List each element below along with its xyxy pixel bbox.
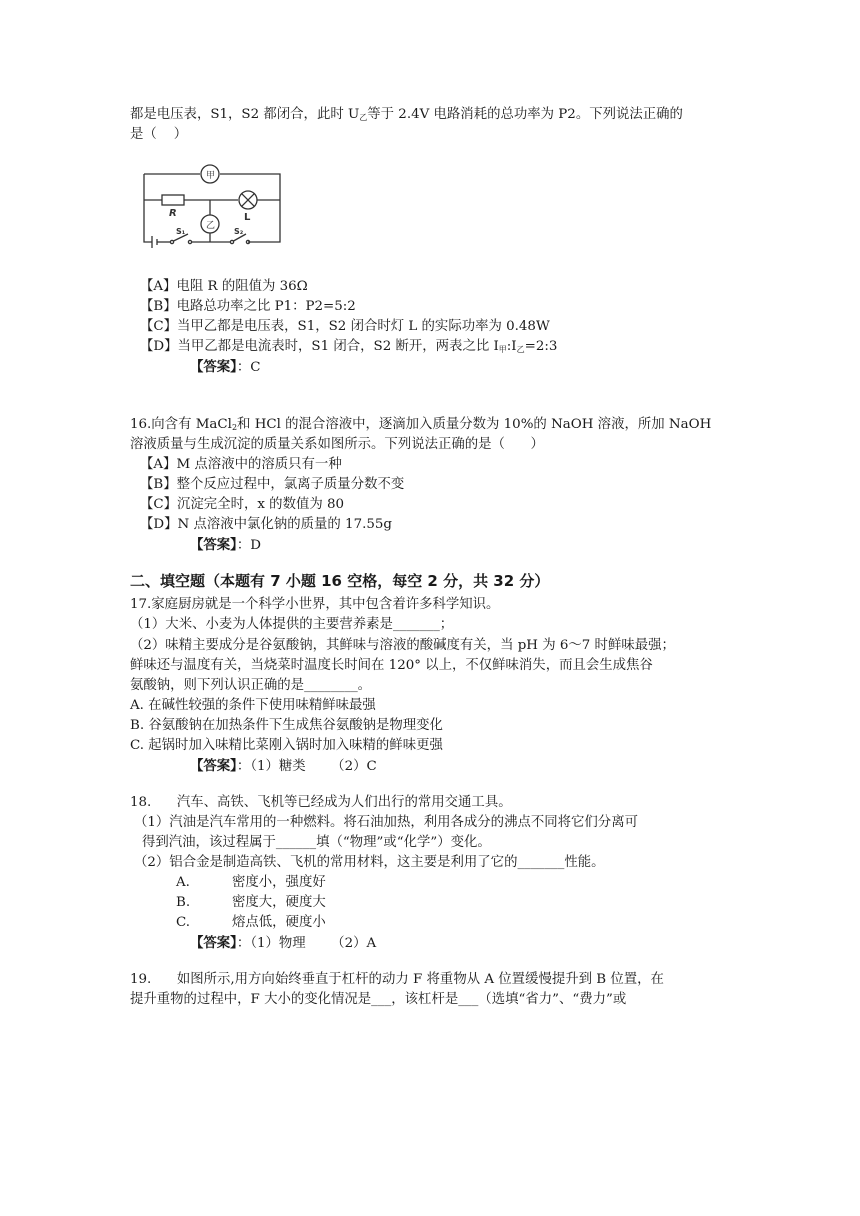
q15-stem-line2: 是（ ） — [130, 127, 188, 142]
lamp-label: L — [244, 212, 251, 223]
q15-answer: 【答案】：C — [190, 359, 261, 375]
q16-stem-line2: 溶液质量与生成沉淀的质量关系如图所示。下列说法正确的是（ ） — [130, 437, 544, 452]
q18-option-b: B. 密度大，硬度大 — [176, 895, 326, 910]
q18-line: （2）铝合金是制造高铁、飞机的常用材料，这主要是利用了它的_______性能。 — [134, 855, 605, 870]
q16-option-c: 【C】沉淀完全时，x 的数值为 80 — [140, 497, 345, 512]
q18-answer: 【答案】：（1）物理 （2）A — [190, 935, 377, 951]
circuit-diagram — [140, 160, 285, 255]
q15-option-b: 【B】电路总功率之比 P1：P2=5:2 — [140, 299, 356, 314]
q15-option-d: 【D】当甲乙都是电流表时，S1 闭合，S2 断开，两表之比 $I_甲:I_乙=2:3$ — [140, 339, 558, 354]
q17-line: 氨酸钠，则下列认识正确的是________。 — [130, 678, 372, 693]
switch-s2-label: S₂ — [234, 227, 244, 236]
q16-answer: 【答案】：D — [190, 537, 262, 553]
q19-line: 提升重物的过程中，F 大小的变化情况是___，该杠杆是___（选填“省力”、“费力”或 — [130, 992, 627, 1007]
resistor-label: R — [169, 208, 177, 219]
q18-line: （1）汽油是汽车常用的一种燃料。将石油加热，利用各成分的沸点不同将它们分离可 — [134, 815, 638, 830]
q17-option-b: B. 谷氨酸钠在加热条件下生成焦谷氨酸钠是物理变化 — [130, 718, 443, 733]
q16-option-b: 【B】整个反应过程中，氯离子质量分数不变 — [140, 477, 405, 492]
q16-option-a: 【A】M 点溶液中的溶质只有一种 — [140, 457, 342, 472]
switch-s1-label: S₁ — [176, 227, 186, 236]
q19-line: 19. 如图所示,用方向始终垂直于杠杆的动力 F 将重物从 A 位置缓慢提升到 B 位置，在 — [130, 972, 664, 987]
q17-line: （1）大米、小麦为人体提供的主要营养素是_______； — [130, 617, 454, 632]
q17-answer: 【答案】：（1）糖类 （2）C — [190, 758, 377, 774]
q16-stem-line1: 16.向含有 MaCl$_2$和 HCl 的混合溶液中，逐滴加入质量分数为 10%的 NaOH 溶液，所加 NaOH — [130, 417, 712, 432]
q18-option-c: C. 熔点低，硬度小 — [176, 915, 326, 930]
meter-jia-label: 甲 — [206, 171, 216, 181]
q15-stem-line1: 都是电压表，S1，S2 都闭合，此时 $U_乙$等于 2.4V 电路消耗的总功率为 P2。下列说法正确的 — [130, 107, 683, 122]
q16-option-d: 【D】N 点溶液中氯化钠的质量的 17.55g — [140, 517, 392, 532]
q17-line: 鲜味还与温度有关，当烧菜时温度长时间在 120° 以上，不仅鲜味消失，而且会生成焦谷 — [130, 658, 653, 673]
q17-line: （2）味精主要成分是谷氨酸钠，其鲜味与溶液的酸碱度有关，当 pH 为 6～7 时鲜味最强； — [130, 638, 675, 653]
q18-option-a: A. 密度小，强度好 — [176, 875, 326, 890]
q15-option-c: 【C】当甲乙都是电压表，S1，S2 闭合时灯 L 的实际功率为 0.48W — [140, 319, 550, 334]
q17-option-a: A. 在碱性较强的条件下使用味精鲜味最强 — [130, 698, 376, 713]
q15-option-a: 【A】电阻 R 的阻值为 36Ω — [140, 279, 308, 294]
section-2-title: 二、填空题（本题有 7 小题 16 空格，每空 2 分，共 32 分） — [130, 572, 550, 590]
q18-line: 得到汽油，该过程属于______填（“物理”或“化学”）变化。 — [142, 835, 491, 850]
q18-line: 18. 汽车、高铁、飞机等已经成为人们出行的常用交通工具。 — [130, 795, 512, 810]
meter-yi-label: 乙 — [206, 221, 216, 231]
q17-option-c: C. 起锅时加入味精比菜刚入锅时加入味精的鲜味更强 — [130, 738, 443, 753]
q17-line: 17.家庭厨房就是一个科学小世界，其中包含着许多科学知识。 — [130, 597, 500, 612]
